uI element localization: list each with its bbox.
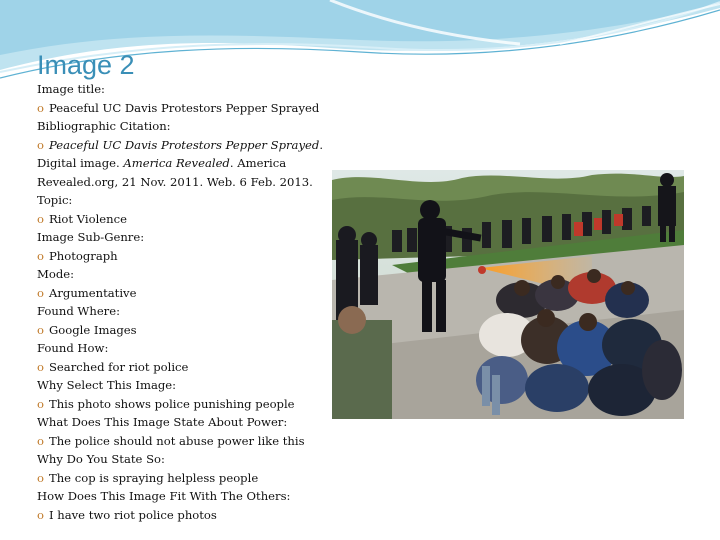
photo-icon xyxy=(332,170,684,419)
field-label: Why Do You State So: xyxy=(37,452,165,466)
bullet-icon: o xyxy=(37,433,44,448)
bullet-icon: o xyxy=(37,396,44,411)
field-label: Why Select This Image: xyxy=(37,378,177,392)
citation-value xyxy=(37,136,332,192)
bullet-icon: o xyxy=(37,470,44,485)
bullet-icon: o xyxy=(37,359,44,374)
field-value xyxy=(37,358,332,377)
field-value xyxy=(37,321,332,340)
field-value-text: Argumentative xyxy=(48,285,137,300)
field-value xyxy=(37,469,332,488)
field-value-text: The police should not abuse power like this xyxy=(48,433,305,448)
field-value xyxy=(37,284,332,303)
field-label: Bibliographic Citation: xyxy=(37,119,171,133)
field-label: How Does This Image Fit With The Others: xyxy=(37,489,291,503)
citation-text-rest: . America Revealed.org, 21 Nov. 2011. Web. 6 Feb. 2013. xyxy=(37,156,313,189)
field-label: Image Sub-Genre: xyxy=(37,230,145,244)
field-label: Found Where: xyxy=(37,304,120,318)
field-value xyxy=(37,432,332,451)
slide-title: Image 2 xyxy=(37,50,135,80)
field-label: Mode: xyxy=(37,267,75,281)
field-value xyxy=(37,99,332,118)
field-label: What Does This Image State About Power: xyxy=(37,415,288,429)
protest-photo xyxy=(332,170,684,419)
citation-text: . Digital image. xyxy=(37,137,323,170)
field-value-text: Google Images xyxy=(48,322,137,337)
field-label: Topic: xyxy=(37,193,73,207)
field-value-text: Searched for riot police xyxy=(48,359,189,374)
field-value-text: Peaceful UC Davis Protestors Pepper Sprayed xyxy=(48,100,320,115)
bullet-icon: o xyxy=(37,211,44,226)
field-label: Found How: xyxy=(37,341,109,355)
field-value-text: Photograph xyxy=(48,248,118,263)
bullet-icon: o xyxy=(37,100,44,115)
field-value-text: The cop is spraying helpless people xyxy=(48,470,259,485)
field-value xyxy=(37,210,332,229)
slide-body xyxy=(37,80,332,524)
field-value-text: I have two riot police photos xyxy=(48,507,217,522)
field-value xyxy=(37,395,332,414)
bullet-icon: o xyxy=(37,507,44,522)
field-value-text: Riot Violence xyxy=(48,211,127,226)
bullet-icon: o xyxy=(37,137,44,152)
field-value-text: This photo shows police punishing people xyxy=(48,396,295,411)
bullet-icon: o xyxy=(37,285,44,300)
citation-source: America Revealed xyxy=(123,156,230,170)
bullet-icon: o xyxy=(37,248,44,263)
citation-title: Peaceful UC Davis Protestors Pepper Sprayed xyxy=(48,137,320,152)
field-value xyxy=(37,506,332,525)
field-value xyxy=(37,247,332,266)
bullet-icon: o xyxy=(37,322,44,337)
field-label: Image title: xyxy=(37,82,105,96)
